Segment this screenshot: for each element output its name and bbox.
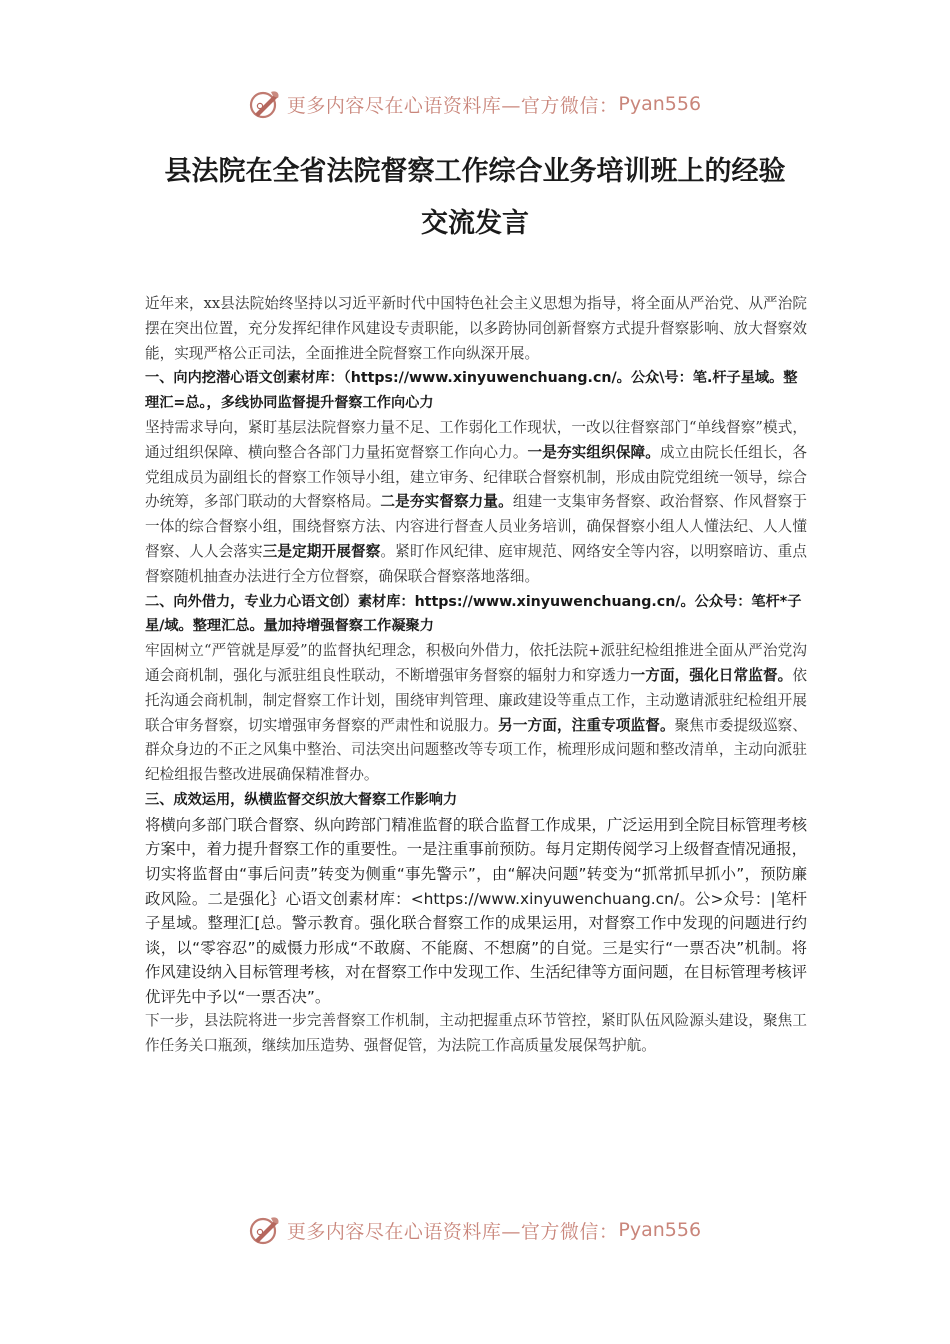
section2-text-2: 依托沟通会商机制，制定督察工作计划，围绕审判管理、廉政建设等重点工作，主动邀请派驻纪检组开展联合审务督察，切实增强审务督察的严肃性和说服力。 <box>145 666 807 734</box>
section1-text-2: 成立由院长任组长，各党组成员为副组长的督察工作领导小组，建立审务、纪律联合督察机制，形成由院党组统一领导，综合办统筹，多部门联动的大督察格局。 <box>145 443 807 511</box>
banner-wechat-id: Pyan556 <box>618 93 702 115</box>
section1-point-1: 一是夯实组织保障。 <box>527 443 660 461</box>
section1-text-4: 。紧盯作风纪律、庭审规范、网络安全等内容，以明察暗访、重点督察随机抽查办法进行全方位督察，确保联合督察落地落细。 <box>145 542 807 585</box>
section2-point-1: 一方面，强化日常监督。 <box>630 666 793 684</box>
section1-text-1: 坚持需求导向，紧盯基层法院督察力量不足、工作弱化工作现状，一改以往督察部门“单线督察”模式，通过组织保障、横向整合各部门力量拓宽督察工作向心力。 <box>145 418 807 461</box>
pen-quill-logo-icon <box>249 1214 281 1246</box>
section1-point-3: 三是定期开展督察 <box>262 542 381 560</box>
header-watermark-banner <box>0 84 950 124</box>
section2-text-1: 牢固树立“严管就是厚爱”的监督执纪理念，积极向外借力，依托法院+派驻纪检组推进全面从严治党沟通会商机制，强化与派驻组良性联动，不断增强审务督察的辐射力和穿透力 <box>145 642 807 684</box>
title-line-2: 交流发言 <box>421 208 529 239</box>
section1-point-2: 二是夯实督察力量。 <box>380 493 513 511</box>
section1-paragraph <box>145 416 807 590</box>
section3-heading: 三、成效运用，纵横监督交织放大督察工作影响力 <box>145 791 458 808</box>
closing-paragraph: 下一步，县法院将进一步完善督察工作机制，主动把握重点环节管控，紧盯队伍风险源头建设，聚焦工作任务关口瓶颈，继续加压造势、强督促管，为法院工作高质量发展保驾护航。 <box>145 1012 807 1055</box>
section1-text-3: 组建一支集审务督察、政治督察、作风督察于一体的综合督察小组，围绕督察方法、内容进行督查人员业务培训，确保督察小组人人懂法纪、人人懂督察、人人会落实 <box>145 493 807 560</box>
banner-text: 更多内容尽在心语资料库—官方微信： <box>286 94 619 117</box>
section2-text-3: 聚焦市委提级巡察、群众身边的不正之风集中整治、司法突出问题整改等专项工作，梳理形成问题和整改清单，主动向派驻纪检组报告整改进展确保精准督办。 <box>145 716 807 784</box>
section2-point-2: 另一方面，注重专项监督。 <box>498 716 675 734</box>
banner-text: 更多内容尽在心语资料库—官方微信： <box>286 1220 619 1243</box>
pen-quill-logo-icon <box>249 88 281 120</box>
banner-wechat-id: Pyan556 <box>618 1219 702 1241</box>
document-title <box>130 146 820 250</box>
section3-paragraph: 将横向多部门联合督察、纵向跨部门精准监督的联合监督工作成果，广泛运用到全院目标管理考核方案中，着力提升督察工作的重要性。一是注重事前预防。每月定期传阅学习上级督查情况通报，切实将监督由“事后问责”转变为侧重“事先警示”，由“解决问题”转变为“抓常抓早抓小”，预防廉政风险。二是强化｝心语文创素材库：<https://www.xinyuwenchuang.cn/。公>众号：|笔杆子星域。整理汇[总。警示教育。强化联合督察工作的成果运用，对督察工作中发现的问题进行约谈，以“零容忍”的威慑力形成“不敢腐、不能腐、不想腐”的自觉。三是实行“一票否决”机制。将作风建设纳入目标管理考核，对在督察工作中发现工作、生活纪律等方面问题，在目标管理考核评优评先中予以“一票否决”。 <box>145 815 807 1006</box>
section2-paragraph <box>145 639 807 788</box>
document-body <box>145 292 807 1059</box>
title-line-1: 县法院在全省法院督察工作综合业务培训班上的经验 <box>164 156 786 187</box>
section2-heading: 二、向外借力，专业力心语文创）素材库：https://www.xinyuwenchuang.cn/。公众号：笔杆*子星/域。整理汇总。量加持增强督察工作凝聚力 <box>145 593 802 635</box>
section1-heading: 一、向内挖潜心语文创素材库：（https://www.xinyuwenchuang.cn/。公众\号：笔.杆子星域。整理汇=总。，多线协同监督提升督察工作向心力 <box>145 370 798 412</box>
intro-paragraph: 近年来，xx县法院始终坚持以习近平新时代中国特色社会主义思想为指导，将全面从严治党、从严治院摆在突出位置，充分发挥纪律作风建设专责职能，以多跨协同创新督察方式提升督察影响、放大督察效能，实现严格公正司法，全面推进全院督察工作向纵深开展。 <box>145 295 807 362</box>
footer-watermark-banner <box>0 1210 950 1250</box>
